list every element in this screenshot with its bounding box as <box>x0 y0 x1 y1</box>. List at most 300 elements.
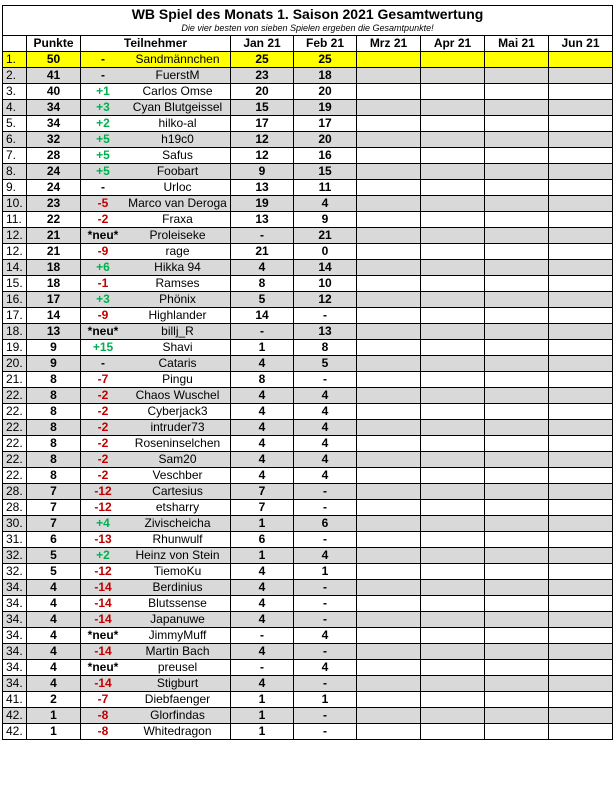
table-row <box>3 564 613 580</box>
apr-cell <box>421 132 485 148</box>
jan-cell: 4 <box>231 452 294 468</box>
may-cell <box>485 68 549 84</box>
participant-name: Sam20 <box>158 452 197 466</box>
change-value: -2 <box>97 452 109 466</box>
rank-cell: 42. <box>3 724 27 740</box>
apr-cell <box>421 644 485 660</box>
feb-cell: 4 <box>294 548 357 564</box>
table-row <box>3 644 613 660</box>
feb-cell: 9 <box>294 212 357 228</box>
participant-cell <box>81 644 231 660</box>
may-cell <box>485 276 549 292</box>
table-row <box>3 628 613 644</box>
change-value: -12 <box>94 500 112 514</box>
feb-cell: - <box>294 676 357 692</box>
participant-name: Shavi <box>162 340 193 354</box>
participant-name: Whitedragon <box>143 724 212 738</box>
jan-cell: 7 <box>231 500 294 516</box>
change-value: -2 <box>97 404 109 418</box>
participant-name: etsharry <box>155 500 200 514</box>
change-value: -7 <box>97 692 109 706</box>
jan-cell: 4 <box>231 388 294 404</box>
change-value: +3 <box>96 100 110 114</box>
table-row <box>3 596 613 612</box>
feb-cell: - <box>294 372 357 388</box>
feb-cell: 13 <box>294 324 357 340</box>
may-cell <box>485 548 549 564</box>
table-row <box>3 308 613 324</box>
jan-cell: 4 <box>231 676 294 692</box>
feb-cell: 4 <box>294 628 357 644</box>
participant-cell <box>81 148 231 164</box>
jan-cell: 1 <box>231 692 294 708</box>
change-value: +4 <box>96 516 110 530</box>
jun-cell <box>549 68 613 84</box>
change-value: *neu* <box>87 628 119 642</box>
participant-cell <box>81 84 231 100</box>
may-cell <box>485 372 549 388</box>
table-row <box>3 548 613 564</box>
apr-cell <box>421 676 485 692</box>
feb-cell: 1 <box>294 692 357 708</box>
participant-cell <box>81 260 231 276</box>
participant-cell <box>81 324 231 340</box>
rank-cell: 9. <box>3 180 27 196</box>
may-cell <box>485 724 549 740</box>
jan-cell: 6 <box>231 532 294 548</box>
apr-cell <box>421 708 485 724</box>
change-value: -14 <box>94 676 112 690</box>
header-mar: Mrz 21 <box>357 36 421 52</box>
change-value: +2 <box>96 548 110 562</box>
table-row <box>3 372 613 388</box>
participant-cell <box>81 708 231 724</box>
apr-cell <box>421 596 485 612</box>
change-value: -7 <box>97 372 109 386</box>
rank-cell: 20. <box>3 356 27 372</box>
mar-cell <box>357 244 421 260</box>
change-value: -2 <box>97 212 109 226</box>
jan-cell: 17 <box>231 116 294 132</box>
apr-cell <box>421 212 485 228</box>
may-cell <box>485 500 549 516</box>
table-row <box>3 52 613 68</box>
apr-cell <box>421 372 485 388</box>
feb-cell: 15 <box>294 164 357 180</box>
participant-name: intruder73 <box>150 420 205 434</box>
participant-cell <box>81 548 231 564</box>
may-cell <box>485 420 549 436</box>
rank-cell: 34. <box>3 596 27 612</box>
apr-cell <box>421 500 485 516</box>
participant-cell <box>81 500 231 516</box>
sheet-subtitle: Die vier besten von sieben Spielen ergeben die Gesamtpunkte! <box>3 22 613 36</box>
mar-cell <box>357 724 421 740</box>
change-value: -8 <box>97 724 109 738</box>
jun-cell <box>549 692 613 708</box>
participant-cell <box>81 724 231 740</box>
jan-cell: 12 <box>231 132 294 148</box>
feb-cell: - <box>294 580 357 596</box>
points-cell: 8 <box>27 420 81 436</box>
participant-name: Foobart <box>156 164 199 178</box>
jan-cell: - <box>231 324 294 340</box>
participant-name: Japanuwe <box>150 612 205 626</box>
jun-cell <box>549 596 613 612</box>
change-value: -2 <box>97 388 109 402</box>
may-cell <box>485 116 549 132</box>
jun-cell <box>549 644 613 660</box>
change-value: - <box>101 180 105 194</box>
apr-cell <box>421 452 485 468</box>
points-cell: 4 <box>27 660 81 676</box>
participant-cell <box>81 484 231 500</box>
change-value: *neu* <box>87 228 119 242</box>
feb-cell: 4 <box>294 196 357 212</box>
may-cell <box>485 212 549 228</box>
change-value: -5 <box>97 196 109 210</box>
jan-cell: 4 <box>231 612 294 628</box>
jun-cell <box>549 516 613 532</box>
participant-cell <box>81 100 231 116</box>
participant-cell <box>81 564 231 580</box>
rank-cell: 18. <box>3 324 27 340</box>
jun-cell <box>549 484 613 500</box>
participant-name: Cyberjack3 <box>147 404 208 418</box>
jan-cell: 1 <box>231 340 294 356</box>
feb-cell: 4 <box>294 404 357 420</box>
participant-cell <box>81 52 231 68</box>
table-row <box>3 228 613 244</box>
points-cell: 21 <box>27 244 81 260</box>
jan-cell: 25 <box>231 52 294 68</box>
jun-cell <box>549 724 613 740</box>
table-row <box>3 260 613 276</box>
rank-cell: 41. <box>3 692 27 708</box>
feb-cell: 4 <box>294 660 357 676</box>
rank-cell: 5. <box>3 116 27 132</box>
mar-cell <box>357 340 421 356</box>
participant-name: Urloc <box>163 180 192 194</box>
table-row <box>3 580 613 596</box>
change-value: -14 <box>94 596 112 610</box>
points-cell: 5 <box>27 564 81 580</box>
participant-cell <box>81 660 231 676</box>
participant-cell <box>81 292 231 308</box>
mar-cell <box>357 628 421 644</box>
participant-cell <box>81 404 231 420</box>
table-row <box>3 180 613 196</box>
points-cell: 8 <box>27 436 81 452</box>
feb-cell: - <box>294 708 357 724</box>
rank-cell: 15. <box>3 276 27 292</box>
jun-cell <box>549 148 613 164</box>
apr-cell <box>421 484 485 500</box>
apr-cell <box>421 164 485 180</box>
jun-cell <box>549 388 613 404</box>
mar-cell <box>357 180 421 196</box>
participant-name: Zivischeicha <box>144 516 211 530</box>
mar-cell <box>357 228 421 244</box>
may-cell <box>485 708 549 724</box>
change-value: -9 <box>97 244 109 258</box>
participant-cell <box>81 356 231 372</box>
mar-cell <box>357 484 421 500</box>
may-cell <box>485 148 549 164</box>
rank-cell: 34. <box>3 676 27 692</box>
table-row <box>3 436 613 452</box>
jan-cell: 15 <box>231 100 294 116</box>
may-cell <box>485 260 549 276</box>
jun-cell <box>549 372 613 388</box>
rank-cell: 34. <box>3 612 27 628</box>
header-jan: Jan 21 <box>231 36 294 52</box>
mar-cell <box>357 212 421 228</box>
mar-cell <box>357 356 421 372</box>
participant-name: Glorfindas <box>150 708 205 722</box>
points-cell: 23 <box>27 196 81 212</box>
points-cell: 7 <box>27 516 81 532</box>
rank-cell: 32. <box>3 564 27 580</box>
change-value: -14 <box>94 580 112 594</box>
jun-cell <box>549 420 613 436</box>
may-cell <box>485 324 549 340</box>
rank-cell: 22. <box>3 468 27 484</box>
jan-cell: 4 <box>231 580 294 596</box>
participant-name: billj_R <box>161 324 194 338</box>
points-cell: 32 <box>27 132 81 148</box>
mar-cell <box>357 436 421 452</box>
table-row <box>3 676 613 692</box>
apr-cell <box>421 612 485 628</box>
participant-name: Ramses <box>155 276 200 290</box>
participant-cell <box>81 436 231 452</box>
jan-cell: 4 <box>231 260 294 276</box>
change-value: -2 <box>97 468 109 482</box>
header-may: Mai 21 <box>485 36 549 52</box>
apr-cell <box>421 580 485 596</box>
jan-cell: 9 <box>231 164 294 180</box>
points-cell: 7 <box>27 500 81 516</box>
apr-cell <box>421 180 485 196</box>
may-cell <box>485 404 549 420</box>
jun-cell <box>549 276 613 292</box>
table-row <box>3 212 613 228</box>
may-cell <box>485 388 549 404</box>
mar-cell <box>357 260 421 276</box>
points-cell: 41 <box>27 68 81 84</box>
jun-cell <box>549 340 613 356</box>
jun-cell <box>549 324 613 340</box>
feb-cell: 17 <box>294 116 357 132</box>
table-row <box>3 68 613 84</box>
jun-cell <box>549 532 613 548</box>
mar-cell <box>357 676 421 692</box>
may-cell <box>485 612 549 628</box>
jan-cell: 4 <box>231 436 294 452</box>
points-cell: 8 <box>27 452 81 468</box>
feb-cell: - <box>294 532 357 548</box>
change-value: -12 <box>94 564 112 578</box>
participant-name: hilko-al <box>158 116 197 130</box>
change-value: +5 <box>96 148 110 162</box>
points-cell: 18 <box>27 260 81 276</box>
apr-cell <box>421 356 485 372</box>
feb-cell: 4 <box>294 452 357 468</box>
jun-cell <box>549 436 613 452</box>
participant-cell <box>81 276 231 292</box>
may-cell <box>485 308 549 324</box>
rank-cell: 2. <box>3 68 27 84</box>
change-value: -13 <box>94 532 112 546</box>
mar-cell <box>357 404 421 420</box>
change-value: -12 <box>94 484 112 498</box>
rank-cell: 32. <box>3 548 27 564</box>
header-feb: Feb 21 <box>294 36 357 52</box>
mar-cell <box>357 52 421 68</box>
change-value: -8 <box>97 708 109 722</box>
jun-cell <box>549 228 613 244</box>
participant-cell <box>81 372 231 388</box>
apr-cell <box>421 148 485 164</box>
participant-cell <box>81 180 231 196</box>
jun-cell <box>549 164 613 180</box>
change-value: -1 <box>97 276 109 290</box>
may-cell <box>485 292 549 308</box>
jun-cell <box>549 52 613 68</box>
apr-cell <box>421 340 485 356</box>
feb-cell: 1 <box>294 564 357 580</box>
jun-cell <box>549 212 613 228</box>
table-row <box>3 164 613 180</box>
jan-cell: 4 <box>231 564 294 580</box>
rank-cell: 12. <box>3 244 27 260</box>
may-cell <box>485 196 549 212</box>
participant-cell <box>81 116 231 132</box>
points-cell: 34 <box>27 116 81 132</box>
table-row <box>3 148 613 164</box>
feb-cell: 10 <box>294 276 357 292</box>
may-cell <box>485 100 549 116</box>
may-cell <box>485 228 549 244</box>
change-value: -14 <box>94 612 112 626</box>
participant-name: Marco van Deroga <box>128 196 227 210</box>
points-cell: 40 <box>27 84 81 100</box>
mar-cell <box>357 132 421 148</box>
table-row <box>3 276 613 292</box>
change-value: +5 <box>96 164 110 178</box>
table-row <box>3 452 613 468</box>
participant-name: Fraxa <box>162 212 193 226</box>
feb-cell: - <box>294 612 357 628</box>
participant-cell <box>81 580 231 596</box>
may-cell <box>485 580 549 596</box>
change-value: - <box>101 68 105 82</box>
table-row <box>3 692 613 708</box>
jan-cell: 7 <box>231 484 294 500</box>
feb-cell: 20 <box>294 84 357 100</box>
table-row <box>3 468 613 484</box>
table-row <box>3 612 613 628</box>
participant-name: Stigburt <box>156 676 199 690</box>
points-cell: 17 <box>27 292 81 308</box>
feb-cell: - <box>294 484 357 500</box>
table-row <box>3 708 613 724</box>
participant-name: Martin Bach <box>145 644 210 658</box>
table-row <box>3 500 613 516</box>
rank-cell: 10. <box>3 196 27 212</box>
apr-cell <box>421 228 485 244</box>
feb-cell: - <box>294 308 357 324</box>
apr-cell <box>421 420 485 436</box>
rank-cell: 42. <box>3 708 27 724</box>
feb-cell: 6 <box>294 516 357 532</box>
feb-cell: 11 <box>294 180 357 196</box>
apr-cell <box>421 52 485 68</box>
jan-cell: - <box>231 660 294 676</box>
apr-cell <box>421 388 485 404</box>
points-cell: 1 <box>27 708 81 724</box>
mar-cell <box>357 660 421 676</box>
points-cell: 4 <box>27 644 81 660</box>
table-row <box>3 100 613 116</box>
points-cell: 28 <box>27 148 81 164</box>
table-row <box>3 724 613 740</box>
participant-cell <box>81 308 231 324</box>
jan-cell: 5 <box>231 292 294 308</box>
participant-cell <box>81 244 231 260</box>
points-cell: 2 <box>27 692 81 708</box>
points-cell: 4 <box>27 580 81 596</box>
participant-name: Berdinius <box>152 580 203 594</box>
mar-cell <box>357 196 421 212</box>
apr-cell <box>421 692 485 708</box>
participant-name: Hikka 94 <box>154 260 201 274</box>
table-row <box>3 388 613 404</box>
rank-cell: 28. <box>3 484 27 500</box>
participant-cell <box>81 164 231 180</box>
mar-cell <box>357 644 421 660</box>
apr-cell <box>421 660 485 676</box>
rank-cell: 22. <box>3 420 27 436</box>
mar-cell <box>357 596 421 612</box>
table-row <box>3 516 613 532</box>
may-cell <box>485 452 549 468</box>
apr-cell <box>421 468 485 484</box>
jun-cell <box>549 500 613 516</box>
may-cell <box>485 436 549 452</box>
feb-cell: 4 <box>294 468 357 484</box>
participant-cell <box>81 420 231 436</box>
mar-cell <box>357 564 421 580</box>
feb-cell: - <box>294 724 357 740</box>
jan-cell: 4 <box>231 356 294 372</box>
change-value: +15 <box>92 340 114 354</box>
table-row <box>3 532 613 548</box>
points-cell: 6 <box>27 532 81 548</box>
rank-cell: 22. <box>3 388 27 404</box>
jun-cell <box>549 244 613 260</box>
jun-cell <box>549 468 613 484</box>
jan-cell: 20 <box>231 84 294 100</box>
apr-cell <box>421 308 485 324</box>
jan-cell: - <box>231 228 294 244</box>
rank-cell: 17. <box>3 308 27 324</box>
participant-name: Veschber <box>152 468 203 482</box>
jan-cell: 4 <box>231 596 294 612</box>
mar-cell <box>357 612 421 628</box>
participant-name: Highlander <box>148 308 207 322</box>
